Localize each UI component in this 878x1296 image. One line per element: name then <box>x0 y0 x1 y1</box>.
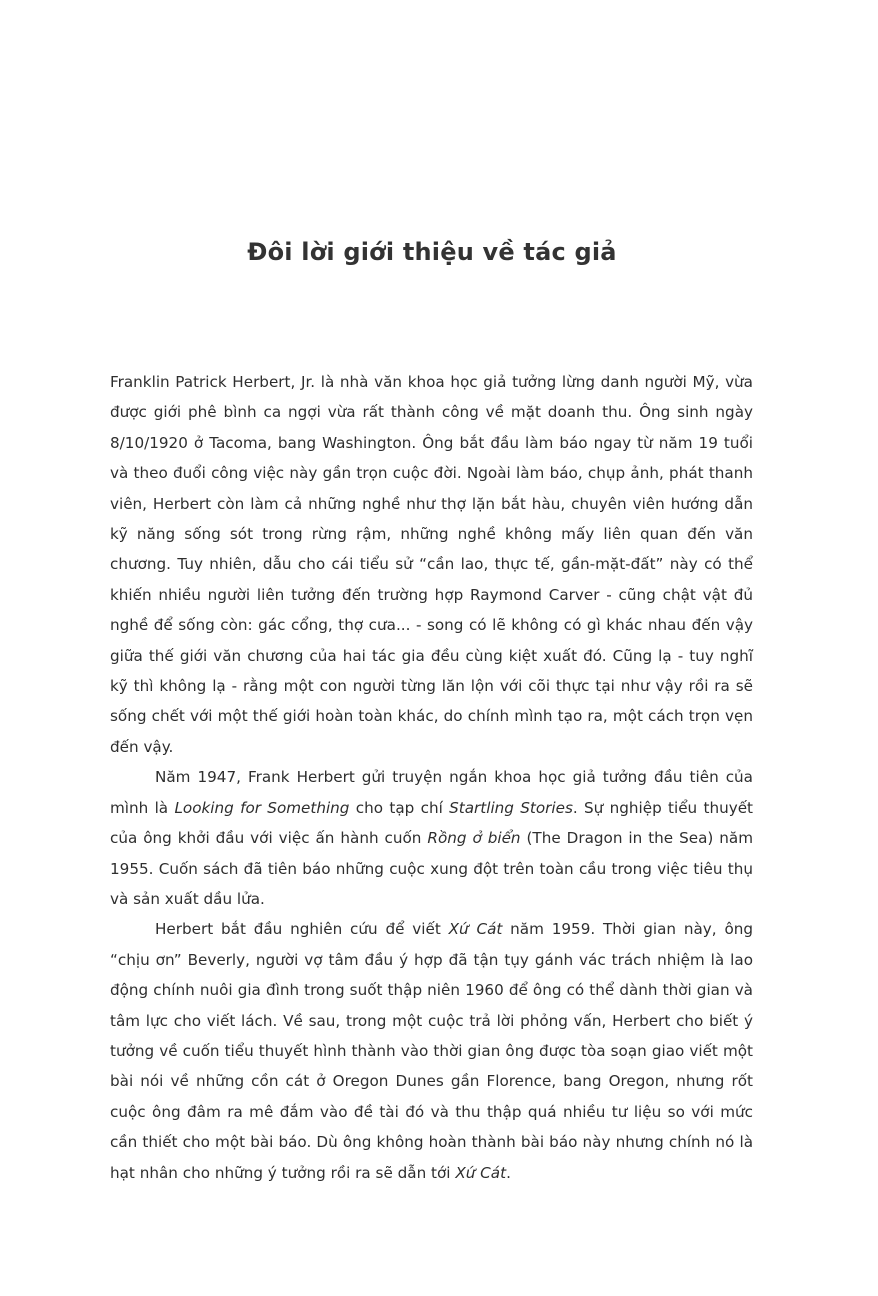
paragraph-3-text: . <box>506 1163 511 1182</box>
paragraph-3-text: năm 1959. Thời gian này, ông “chịu ơn” Beverly, người vợ tâm đầu ý hợp đã tận tụy gánh vác trách nhiệm là lao động chính nuôi gia đình trong suốt thập niên 1960 để ông có thể dành thời gian và tâm lực cho viết lách. Về sau, trong một cuộc trả lời phỏng vấn, Herbert cho biết ý tưởng về cuốn tiểu thuyết hình thành vào thời gian ông được tòa soạn giao viết một bài nói về những cồn cát ở Oregon Dunes gần Florence, bang Oregon, nhưng rốt cuộc ông đâm ra mê đắm vào đề tài đó và thu thập quá nhiều tư liệu so với mức cần thiết cho một bài báo. Dù ông không hoàn thành bài báo này nhưng chính nó là hạt nhân cho những ý tưởng rồi ra sẽ dẫn tới <box>110 920 754 1182</box>
paragraph-3-text: Herbert bắt đầu nghiên cứu để viết <box>155 920 449 939</box>
paragraph-2-text: Năm 1947, Frank Herbert gửi truyện ngắn khoa học giả tưởng đầu tiên của mình là <box>110 768 753 817</box>
paragraph-2-text: . Sự nghiệp tiểu thuyết của ông khởi đầu với việc ấn hành cuốn <box>110 798 753 848</box>
book-title-xu-cat: Xứ Cát <box>448 920 503 939</box>
paragraph-2-text: (The Dragon in the Sea) năm 1955. Cuốn sách đã tiên báo những cuộc xung đột trên toàn cầu trong việc tiêu thụ và sản xuất dầu lửa. <box>110 829 753 908</box>
paragraph-2 <box>110 762 753 914</box>
paragraph-1 <box>110 367 753 762</box>
chapter-title: Đôi lời giới thiệu về tác giả <box>247 238 617 266</box>
body-text <box>110 367 753 1188</box>
magazine-title-startling-stories: Startling Stories <box>449 798 573 817</box>
book-title-rong-o-bien: Rồng ở biển <box>427 829 521 848</box>
paragraph-3 <box>110 914 753 1188</box>
book-title-looking-for-something: Looking for Something <box>174 798 350 817</box>
paragraph-2-text: cho tạp chí <box>349 798 450 817</box>
book-title-xu-cat: Xứ Cát <box>455 1163 507 1182</box>
paragraph-1-text: Franklin Patrick Herbert, Jr. là nhà văn khoa học giả tưởng lừng danh người Mỹ, vừa được giới phê bình ca ngợi vừa rất thành công về mặt doanh thu. Ông sinh ngày 8/10/1920 ở Tacoma, bang Washington. Ông bắt đầu làm báo ngay từ năm 19 tuổi và theo đuổi công việc này gần trọn cuộc đời. Ngoài làm báo, chụp ảnh, phát thanh viên, Herbert còn làm cả những nghề như thợ lặn bắt hàu, chuyên viên hướng dẫn kỹ năng sống sót trong rừng rậm, những nghề không mấy liên quan đến văn chương. Tuy nhiên, dẫu cho cái tiểu sử “cần lao, thực tế, gần-mặt-đất” này có thể khiến nhiều người liên tưởng đến trường hợp Raymond Carver - cũng chật vật đủ nghề để sống còn: gác cổng, thợ cưa... - song có lẽ không có gì khác nhau đến vậy giữa thế giới văn chương của hai tác gia đều cùng kiệt xuất đó. Cũng lạ - tuy nghĩ kỹ thì không lạ - rằng một con người từng lăn lộn với cõi thực tại như vậy rồi ra sẽ sống chết với một thế giới hoàn toàn khác, do chính mình tạo ra, một cách trọn vẹn đến vậy. <box>110 373 753 756</box>
